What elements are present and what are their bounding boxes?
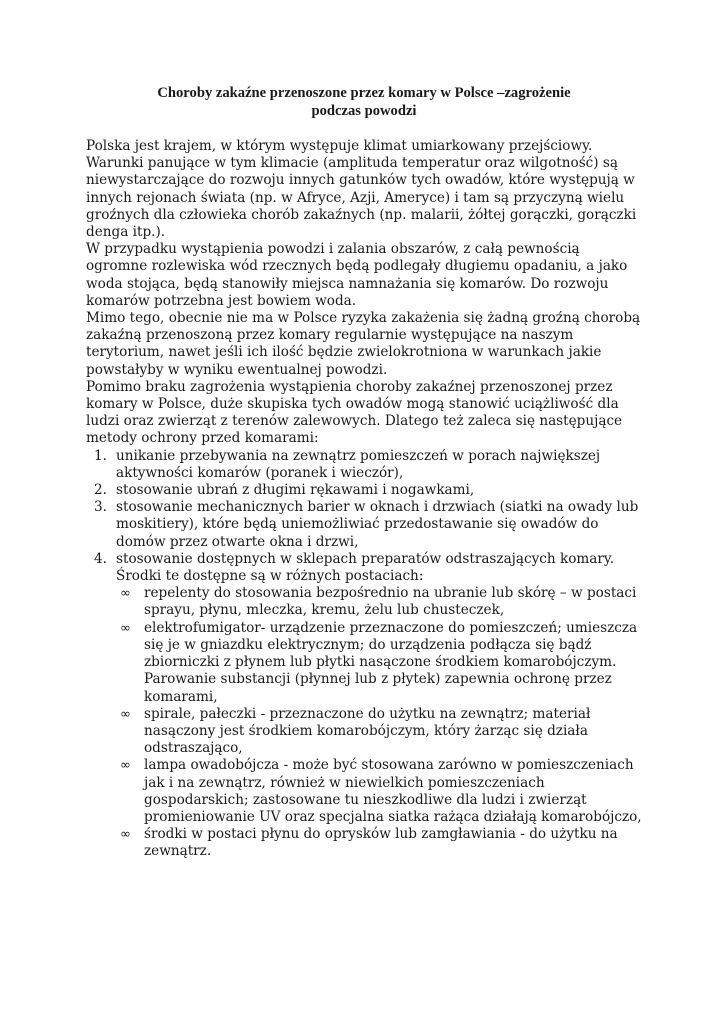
title-line-1: Choroby zakaźne przenoszone przez komary w Polsce –zagrożenie xyxy=(157,85,571,101)
list-number: 1. xyxy=(94,447,107,464)
infinity-bullet-icon: ∞ xyxy=(120,586,131,602)
infinity-bullet-icon: ∞ xyxy=(120,827,131,843)
list-item-text: stosowanie mechanicznych barier w oknach i drzwiach (siatki na owady lub moskitiery), które będą uniemożliwiać przedostawanie się owadów do domów przez otwarte okna i drzwi, xyxy=(116,499,639,550)
list-item xyxy=(86,482,642,499)
list-number: 2. xyxy=(94,482,107,499)
sub-list-item xyxy=(116,826,642,860)
document-title xyxy=(86,84,642,120)
list-item-text: stosowanie dostępnych w sklepach preparatów odstraszających komary. Środki te dostępne są w różnych postaciach: xyxy=(116,550,615,585)
list-number: 3. xyxy=(94,499,107,516)
paragraph-risk: Mimo tego, obecnie nie ma w Polsce ryzyka zakażenia się żadną groźną chorobą zakaźną przenoszoną przez komary regularnie występujące na naszym terytorium, nawet jeśli ich ilość będzie zwielokrotniona w warunkach jakie powstałyby w wyniku ewentualnej powodzi. xyxy=(86,310,641,378)
sub-list-item-text: środki w postaci płynu do oprysków lub zamgławiania - do użytku na zewnątrz. xyxy=(144,826,618,860)
document-page xyxy=(86,84,642,861)
infinity-bullet-icon: ∞ xyxy=(120,620,131,636)
infinity-bullet-icon: ∞ xyxy=(120,706,131,722)
list-item xyxy=(86,499,642,551)
list-item-text: stosowanie ubrań z długimi rękawami i nogawkami, xyxy=(116,482,475,499)
repellent-forms-list xyxy=(116,585,642,860)
list-number: 4. xyxy=(94,550,107,567)
list-item xyxy=(86,551,642,861)
title-line-2: podczas powodzi xyxy=(311,103,417,119)
list-item xyxy=(86,448,642,482)
infinity-bullet-icon: ∞ xyxy=(120,758,131,774)
list-item-text: unikanie przebywania na zewnątrz pomieszczeń w porach największej aktywności komarów (poranek i wieczór), xyxy=(116,447,601,481)
sub-list-item-text: spirale, pałeczki - przeznaczone do użytku na zewnątrz; materiał nasączony jest środkiem komarobójczym, który żarząc się działa odstraszająco, xyxy=(144,705,591,757)
sub-list-item-text: elektrofumigator- urządzenie przeznaczone do pomieszczeń; umieszcza się je w gniazdku elektrycznym; do urządzenia podłącza się bądź zbiorniczki z płynem lub płytki nasączone środkiem komarobójczym. Parowanie substancji (płynnej lub z płytek) zapewnia ochronę przez komarami, xyxy=(144,619,638,705)
paragraph-protection-intro: Pomimo braku zagrożenia wystąpienia choroby zakaźnej przenoszonej przez komary w Polsce, duże skupiska tych owadów mogą stanowić uciążliwość dla ludzi oraz zwierząt z terenów zalewowych. Dlatego też zaleca się następujące metody ochrony przed komarami: xyxy=(86,378,623,447)
sub-list-item xyxy=(116,585,642,619)
paragraph-flood: W przypadku wystąpienia powodzi i zalania obszarów, z całą pewnością ogromne rozlewiska wód rzecznych będą podlegały długiemu opadaniu, a jako woda stojąca, będą stanowiły miejsca namnażania się komarów. Do rozwoju komarów potrzebna jest bowiem woda. xyxy=(86,241,628,309)
sub-list-item xyxy=(116,757,642,826)
sub-list-item xyxy=(116,706,642,758)
paragraph-climate: Polska jest krajem, w którym występuje klimat umiarkowany przejściowy. Warunki panujące w tym klimacie (amplituda temperatur oraz wilgotność) są niewystarczające do rozwoju innych gatunków tych owadów, które występują w innych rejonach świata (np. w Afryce, Azji, Ameryce) i tam są przyczyną wielu groźnych dla człowieka chorób zakaźnych (np. malarii, żółtej gorączki, gorączki denga itp.). xyxy=(86,138,637,241)
sub-list-item xyxy=(116,620,642,706)
sub-list-item-text: lampa owadobójcza - może być stosowana zarówno w pomieszczeniach jak i na zewnątrz, również w niewielkich pomieszczeniach gospodarskich; zastosowane tu nieszkodliwe dla ludzi i zwierząt promieniowanie UV oraz specjalna siatka rażąca działają komarobójczo, xyxy=(144,757,642,825)
sub-list-item-text: repelenty do stosowania bezpośrednio na ubranie lub skórę – w postaci sprayu, płynu, mleczka, kremu, żelu lub chusteczek, xyxy=(144,585,637,619)
protection-methods-list xyxy=(86,448,642,861)
